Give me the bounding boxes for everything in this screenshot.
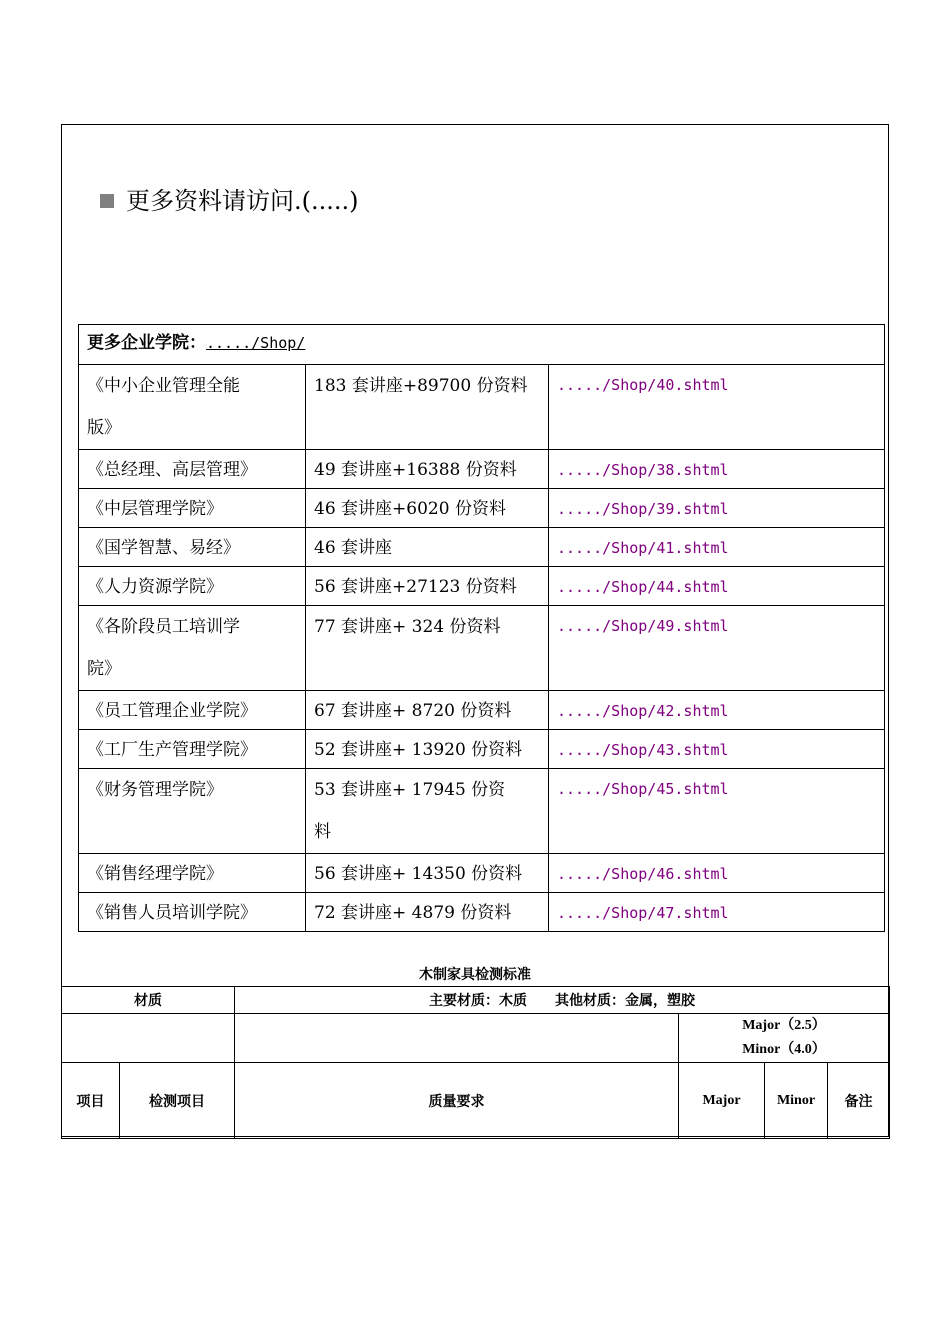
qc-col-item: 项目 [62, 1063, 120, 1139]
shop-row-count [306, 769, 549, 854]
shop-row-name-line1: 《销售经理学院》 [87, 864, 223, 884]
qc-table [61, 986, 890, 1139]
shop-row-count [306, 893, 549, 932]
shop-row-name [79, 854, 306, 893]
shop-row-link-text[interactable]: ...../Shop/46.shtml [557, 865, 729, 883]
square-bullet-icon [100, 194, 114, 208]
shop-row-link[interactable] [549, 769, 885, 854]
shop-row-count-line1: 56 套讲座+ 14350 份资料 [314, 864, 523, 884]
qc-major-aql: Major（2.5） [742, 1018, 826, 1033]
heading [100, 186, 359, 216]
shop-row-name-line1: 《财务管理学院》 [87, 780, 223, 800]
qc-col-check: 检测项目 [120, 1063, 235, 1139]
shop-row [79, 893, 885, 932]
shop-row-link[interactable] [549, 528, 885, 567]
shop-row [79, 528, 885, 567]
qc-material-value: 主要材质：木质 其他材质：金属，塑胶 [235, 987, 890, 1014]
shop-row [79, 606, 885, 691]
shop-row-count [306, 365, 549, 450]
shop-row-link[interactable] [549, 489, 885, 528]
shop-row-name-line1: 《总经理、高层管理》 [87, 460, 257, 480]
shop-row-name-line1: 《销售人员培训学院》 [87, 903, 257, 923]
shop-row-link[interactable] [549, 854, 885, 893]
shop-row-link[interactable] [549, 567, 885, 606]
shop-row-name [79, 365, 306, 450]
shop-row-name [79, 489, 306, 528]
heading-text: 更多资料请访问.(.....) [126, 187, 359, 215]
shop-row-count [306, 528, 549, 567]
shop-row-count [306, 450, 549, 489]
shop-row-name-line1: 《中层管理学院》 [87, 499, 223, 519]
shop-row-count [306, 606, 549, 691]
shop-row-name [79, 606, 306, 691]
shop-row-name-line1: 《国学智慧、易经》 [87, 538, 240, 558]
shop-row-count-line1: 53 套讲座+ 17945 份资 [314, 780, 506, 800]
shop-row [79, 854, 885, 893]
shop-row-link-text[interactable]: ...../Shop/47.shtml [557, 904, 729, 922]
qc-col-major: Major [679, 1063, 765, 1139]
shop-row-name-line1: 《员工管理企业学院》 [87, 701, 257, 721]
shop-row-link[interactable] [549, 691, 885, 730]
shop-row-link-text[interactable]: ...../Shop/42.shtml [557, 702, 729, 720]
shop-row [79, 691, 885, 730]
shop-row-count-line1: 67 套讲座+ 8720 份资料 [314, 701, 512, 721]
shop-row [79, 365, 885, 450]
shop-row-name-line2: 版》 [87, 418, 121, 438]
shop-row-count-line1: 52 套讲座+ 13920 份资料 [314, 740, 523, 760]
shop-row-link-text[interactable]: ...../Shop/40.shtml [557, 376, 729, 394]
shop-row-count [306, 691, 549, 730]
shop-row-name-line2: 院》 [87, 659, 121, 679]
qc-title: 木制家具检测标准 [419, 967, 531, 983]
shop-table [78, 324, 885, 932]
qc-aql-empty-middle [235, 1014, 679, 1063]
shop-row-link-text[interactable]: ...../Shop/41.shtml [557, 539, 729, 557]
shop-row-name-line1: 《人力资源学院》 [87, 577, 223, 597]
shop-row-name [79, 893, 306, 932]
qc-aql-cell [679, 1014, 890, 1063]
shop-row-link[interactable] [549, 730, 885, 769]
shop-row-count-line1: 56 套讲座+27123 份资料 [314, 577, 517, 597]
shop-row-link-text[interactable]: ...../Shop/43.shtml [557, 741, 729, 759]
shop-row-count [306, 489, 549, 528]
shop-header-link[interactable]: ...../Shop/ [206, 334, 306, 352]
shop-row [79, 567, 885, 606]
shop-row-name [79, 528, 306, 567]
shop-header-cell [79, 325, 885, 365]
shop-header-label: 更多企业学院： [87, 333, 206, 353]
shop-row-count-line1: 77 套讲座+ 324 份资料 [314, 617, 501, 637]
shop-row-name-line1: 《各阶段员工培训学 [87, 617, 240, 637]
shop-row-count [306, 567, 549, 606]
qc-minor-aql: Minor（4.0） [742, 1042, 826, 1057]
shop-row [79, 769, 885, 854]
shop-row-link-text[interactable]: ...../Shop/39.shtml [557, 500, 729, 518]
shop-row [79, 489, 885, 528]
shop-row-link[interactable] [549, 893, 885, 932]
shop-row-count [306, 854, 549, 893]
qc-aql-row [62, 1014, 890, 1063]
shop-row-name [79, 691, 306, 730]
qc-col-minor: Minor [765, 1063, 828, 1139]
shop-row-name [79, 450, 306, 489]
shop-header-row [79, 325, 885, 365]
shop-row-count-line1: 49 套讲座+16388 份资料 [314, 460, 517, 480]
shop-row-count-line1: 46 套讲座+6020 份资料 [314, 499, 506, 519]
qc-col-quality: 质量要求 [235, 1063, 679, 1139]
shop-row-count-line1: 46 套讲座 [314, 538, 393, 558]
shop-row-count [306, 730, 549, 769]
shop-row-name [79, 730, 306, 769]
shop-row-name-line1: 《工厂生产管理学院》 [87, 740, 257, 760]
shop-row-link[interactable] [549, 365, 885, 450]
shop-row-name [79, 769, 306, 854]
qc-header-row [62, 1063, 890, 1139]
shop-row-count-line2: 料 [314, 822, 331, 842]
shop-row [79, 450, 885, 489]
shop-row-link-text[interactable]: ...../Shop/45.shtml [557, 780, 729, 798]
shop-row-name-line1: 《中小企业管理全能 [87, 376, 240, 396]
shop-row-link-text[interactable]: ...../Shop/38.shtml [557, 461, 729, 479]
shop-row-count-line1: 72 套讲座+ 4879 份资料 [314, 903, 512, 923]
shop-row-link[interactable] [549, 450, 885, 489]
shop-row-link-text[interactable]: ...../Shop/44.shtml [557, 578, 729, 596]
qc-material-label: 材质 [62, 987, 235, 1014]
shop-row [79, 730, 885, 769]
qc-material-row [62, 987, 890, 1014]
qc-col-note: 备注 [828, 1063, 890, 1139]
shop-row-name [79, 567, 306, 606]
qc-aql-empty-left [62, 1014, 235, 1063]
shop-row-link-text[interactable]: ...../Shop/49.shtml [557, 617, 729, 635]
shop-row-link[interactable] [549, 606, 885, 691]
shop-row-count-line1: 183 套讲座+89700 份资料 [314, 376, 528, 396]
